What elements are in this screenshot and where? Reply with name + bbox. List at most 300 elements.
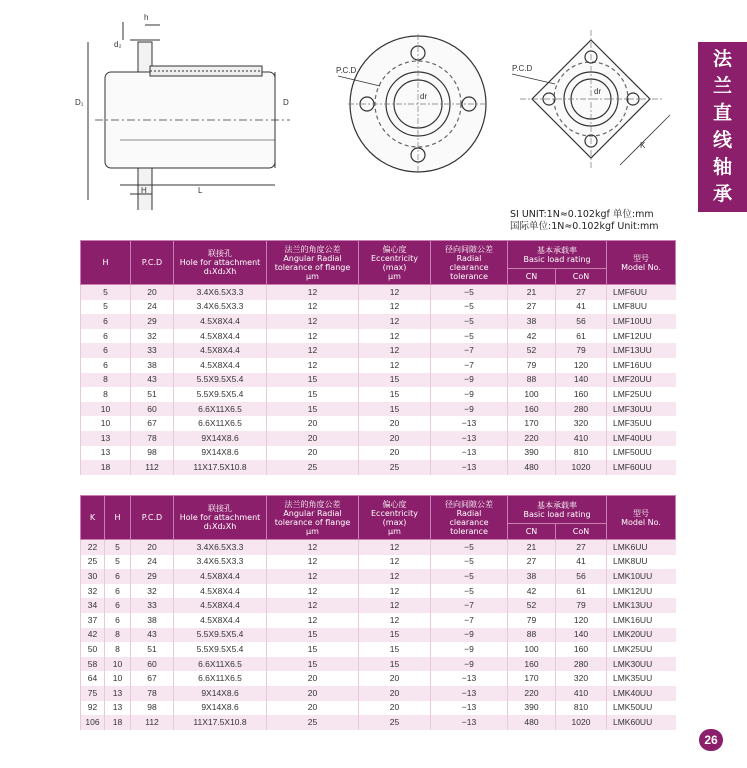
model-cell: LMK20UU — [607, 628, 676, 643]
model-cell: LMF40UU — [607, 431, 676, 446]
model-cell: LMK12UU — [607, 584, 676, 599]
table-cell: 12 — [267, 285, 359, 300]
table-row — [81, 671, 676, 686]
table-cell: 6 — [81, 358, 131, 373]
table-cell: 12 — [359, 285, 431, 300]
table-cell: 15 — [267, 657, 359, 672]
table-cell: 25 — [267, 460, 359, 475]
table-cell: 61 — [556, 329, 607, 344]
col-header-k: K — [81, 496, 105, 540]
table-row — [81, 387, 676, 402]
table-cell: 98 — [131, 701, 174, 716]
col-header-hole: 联接孔 Hole for attachment d₁Xd₂Xh — [174, 496, 267, 540]
table-cell: 75 — [81, 686, 105, 701]
table-row — [81, 715, 676, 730]
model-cell: LMF12UU — [607, 329, 676, 344]
table-cell: 12 — [359, 540, 431, 555]
table-cell: 6 — [105, 569, 131, 584]
table-cell: 9X14X8.6 — [174, 686, 267, 701]
table-cell: 15 — [359, 628, 431, 643]
table-cell: 8 — [105, 642, 131, 657]
table-row — [81, 431, 676, 446]
table-cell: 64 — [81, 671, 105, 686]
table-row — [81, 686, 676, 701]
table-cell: 12 — [267, 329, 359, 344]
table-row — [81, 446, 676, 461]
square-flange-drawing — [512, 30, 670, 168]
col-header-pcd: P.C.D — [131, 241, 174, 285]
table-cell: 29 — [131, 569, 174, 584]
table-row — [81, 343, 676, 358]
col-header-eccentricity: 偏心度 Eccentricity (max) μm — [359, 496, 431, 540]
table-cell: 20 — [359, 431, 431, 446]
table-cell: 78 — [131, 686, 174, 701]
side-view-drawing — [88, 22, 290, 210]
model-cell: LMF60UU — [607, 460, 676, 475]
table-cell: 9X14X8.6 — [174, 701, 267, 716]
table-cell: 27 — [556, 285, 607, 300]
table-cell: 11X17.5X10.8 — [174, 715, 267, 730]
table-cell: 12 — [359, 343, 431, 358]
model-cell: LMF10UU — [607, 314, 676, 329]
table-cell: −13 — [431, 671, 508, 686]
table-cell: 15 — [359, 402, 431, 417]
table-cell: 42 — [508, 329, 556, 344]
table-cell: 12 — [267, 300, 359, 315]
table-cell: −13 — [431, 416, 508, 431]
table-cell: 30 — [81, 569, 105, 584]
table-cell: 480 — [508, 715, 556, 730]
col-header-model: 型号 Model No. — [607, 496, 676, 540]
table-cell: 32 — [131, 329, 174, 344]
table-cell: 24 — [131, 555, 174, 570]
table-cell: −13 — [431, 701, 508, 716]
model-cell: LMK13UU — [607, 598, 676, 613]
table-cell: 20 — [267, 671, 359, 686]
table-cell: 67 — [131, 416, 174, 431]
table-cell: 220 — [508, 686, 556, 701]
table-cell: 6 — [105, 613, 131, 628]
table-cell: 5 — [105, 540, 131, 555]
table-cell: 6 — [81, 329, 131, 344]
col-header-cn: CN — [508, 269, 556, 285]
table-row — [81, 701, 676, 716]
table-cell: 220 — [508, 431, 556, 446]
table-cell: 42 — [81, 628, 105, 643]
table-cell: 27 — [508, 555, 556, 570]
side-tab-char: 线 — [712, 129, 732, 151]
table-cell: 6.6X11X6.5 — [174, 416, 267, 431]
table-cell: 280 — [556, 402, 607, 417]
side-tab-char: 轴 — [712, 156, 732, 178]
dr-label-round: dr — [420, 92, 428, 101]
table-cell: 9X14X8.6 — [174, 446, 267, 461]
table-cell: 20 — [131, 540, 174, 555]
table-cell: 3.4X6.5X3.3 — [174, 540, 267, 555]
lmk-table-body — [81, 540, 676, 730]
table-cell: 25 — [267, 715, 359, 730]
table-cell: 15 — [359, 657, 431, 672]
table-cell: 4.5X8X4.4 — [174, 569, 267, 584]
col-header-h: H — [105, 496, 131, 540]
model-cell: LMK30UU — [607, 657, 676, 672]
table-cell: 92 — [81, 701, 105, 716]
table-cell: 390 — [508, 446, 556, 461]
table-cell: 5.5X9.5X5.4 — [174, 642, 267, 657]
table-cell: 32 — [131, 584, 174, 599]
page-number: 26 — [699, 729, 723, 751]
col-header-hole: 联接孔 Hole for attachment d₁Xd₂Xh — [174, 241, 267, 285]
table-cell: 13 — [81, 446, 131, 461]
table-cell: 15 — [267, 642, 359, 657]
table-cell: 4.5X8X4.4 — [174, 358, 267, 373]
table-cell: 15 — [359, 373, 431, 388]
table-cell: 4.5X8X4.4 — [174, 329, 267, 344]
table-cell: 6 — [81, 343, 131, 358]
side-tab-char: 直 — [712, 102, 732, 124]
model-cell: LMK25UU — [607, 642, 676, 657]
d-label: D — [283, 98, 289, 107]
table-row — [81, 416, 676, 431]
col-header-con: CoN — [556, 524, 607, 540]
table-cell: 6 — [105, 584, 131, 599]
model-cell: LMF50UU — [607, 446, 676, 461]
table-cell: 11X17.5X10.8 — [174, 460, 267, 475]
units-line-intl: 国际单位:1N≈0.102kgf Unit:mm — [510, 221, 659, 232]
table-cell: 106 — [81, 715, 105, 730]
table-cell: 78 — [131, 431, 174, 446]
table-cell: −13 — [431, 446, 508, 461]
table-cell: 38 — [508, 314, 556, 329]
table-cell: 43 — [131, 373, 174, 388]
table-cell: 15 — [267, 373, 359, 388]
table-cell: 12 — [359, 598, 431, 613]
table-cell: 88 — [508, 628, 556, 643]
table-cell: −9 — [431, 657, 508, 672]
table-row — [81, 555, 676, 570]
category-side-tab — [698, 42, 747, 212]
table-row — [81, 540, 676, 555]
d1-label: D₁ — [75, 98, 84, 107]
table-cell: −5 — [431, 329, 508, 344]
table-cell: 12 — [267, 598, 359, 613]
table-cell: 25 — [359, 460, 431, 475]
side-tab-char: 承 — [712, 183, 732, 205]
round-flange-drawing — [338, 34, 488, 174]
table-cell: 27 — [556, 540, 607, 555]
table-cell: 140 — [556, 373, 607, 388]
table-cell: 160 — [508, 402, 556, 417]
col-header-load: 基本承载率 Basic load rating — [508, 241, 607, 269]
lmf-table-body — [81, 285, 676, 475]
table-cell: 13 — [105, 701, 131, 716]
model-cell: LMF35UU — [607, 416, 676, 431]
model-cell: LMK60UU — [607, 715, 676, 730]
table-cell: 52 — [508, 598, 556, 613]
col-header-cn: CN — [508, 524, 556, 540]
table-cell: 100 — [508, 387, 556, 402]
model-cell: LMK8UU — [607, 555, 676, 570]
table-cell: 60 — [131, 402, 174, 417]
table-cell: 43 — [131, 628, 174, 643]
table-cell: 10 — [105, 657, 131, 672]
table-row — [81, 460, 676, 475]
table-cell: −7 — [431, 358, 508, 373]
table-cell: 20 — [359, 416, 431, 431]
side-tab-char: 法 — [712, 48, 732, 70]
table-cell: 410 — [556, 431, 607, 446]
table-cell: 20 — [131, 285, 174, 300]
table-cell: 51 — [131, 387, 174, 402]
table-cell: 4.5X8X4.4 — [174, 343, 267, 358]
table-cell: 27 — [508, 300, 556, 315]
table-cell: −9 — [431, 373, 508, 388]
col-header-radial: 径向间隙公差 Radial clearance tolerance — [431, 496, 508, 540]
lmk-spec-table — [80, 495, 676, 730]
col-header-pcd: P.C.D — [131, 496, 174, 540]
table-cell: −9 — [431, 628, 508, 643]
table-cell: 810 — [556, 701, 607, 716]
table-cell: 6.6X11X6.5 — [174, 671, 267, 686]
table-row — [81, 613, 676, 628]
table-cell: −5 — [431, 314, 508, 329]
table-cell: 15 — [267, 402, 359, 417]
table-cell: 112 — [131, 460, 174, 475]
table-cell: 51 — [131, 642, 174, 657]
table-cell: 4.5X8X4.4 — [174, 584, 267, 599]
dr-label-square: dr — [594, 87, 602, 96]
model-cell: LMF13UU — [607, 343, 676, 358]
table-cell: 29 — [131, 314, 174, 329]
table-cell: 12 — [359, 300, 431, 315]
table-cell: 12 — [267, 343, 359, 358]
table-cell: 12 — [359, 555, 431, 570]
table-cell: 50 — [81, 642, 105, 657]
l-label: L — [198, 186, 203, 195]
table-cell: 12 — [267, 569, 359, 584]
table-cell: 170 — [508, 416, 556, 431]
table-cell: 6 — [81, 314, 131, 329]
units-note — [510, 209, 658, 233]
technical-drawings — [0, 0, 700, 210]
table-cell: 160 — [556, 387, 607, 402]
table-cell: 160 — [556, 642, 607, 657]
table-cell: −9 — [431, 642, 508, 657]
table-cell: 20 — [359, 686, 431, 701]
table-row — [81, 628, 676, 643]
table-cell: 24 — [131, 300, 174, 315]
table-cell: −13 — [431, 715, 508, 730]
table-cell: 5.5X9.5X5.4 — [174, 628, 267, 643]
table-cell: 41 — [556, 555, 607, 570]
table-row — [81, 584, 676, 599]
k-label: K — [640, 141, 646, 150]
table-cell: −9 — [431, 387, 508, 402]
model-cell: LMK6UU — [607, 540, 676, 555]
table-cell: 5.5X9.5X5.4 — [174, 373, 267, 388]
side-tab-char: 兰 — [712, 75, 732, 97]
table-cell: 100 — [508, 642, 556, 657]
table-cell: 22 — [81, 540, 105, 555]
table-cell: −13 — [431, 431, 508, 446]
table-cell: −7 — [431, 613, 508, 628]
model-cell: LMF20UU — [607, 373, 676, 388]
table-cell: −5 — [431, 540, 508, 555]
table-cell: 12 — [359, 314, 431, 329]
table-row — [81, 373, 676, 388]
model-cell: LMF30UU — [607, 402, 676, 417]
table-cell: 21 — [508, 285, 556, 300]
table-row — [81, 642, 676, 657]
lmf-spec-table — [80, 240, 676, 475]
table-cell: 3.4X6.5X3.3 — [174, 555, 267, 570]
table-cell: −9 — [431, 402, 508, 417]
table-cell: 67 — [131, 671, 174, 686]
table-cell: −5 — [431, 285, 508, 300]
table-cell: 41 — [556, 300, 607, 315]
col-header-eccentricity: 偏心度 Eccentricity (max) μm — [359, 241, 431, 285]
table-cell: 320 — [556, 671, 607, 686]
table-cell: 480 — [508, 460, 556, 475]
col-header-load: 基本承载率 Basic load rating — [508, 496, 607, 524]
table-cell: 4.5X8X4.4 — [174, 314, 267, 329]
table-cell: 52 — [508, 343, 556, 358]
table-cell: 170 — [508, 671, 556, 686]
table-cell: 79 — [508, 613, 556, 628]
model-cell: LMK35UU — [607, 671, 676, 686]
table-cell: 60 — [131, 657, 174, 672]
table-row — [81, 300, 676, 315]
table-cell: 15 — [267, 387, 359, 402]
table-cell: 13 — [105, 686, 131, 701]
table-cell: 25 — [359, 715, 431, 730]
table-cell: 12 — [359, 329, 431, 344]
pcd-label-round: P.C.D — [336, 66, 357, 75]
table-cell: 4.5X8X4.4 — [174, 598, 267, 613]
table-cell: 15 — [359, 387, 431, 402]
table-cell: 112 — [131, 715, 174, 730]
table-cell: 12 — [359, 613, 431, 628]
table-cell: 5 — [105, 555, 131, 570]
table-cell: 88 — [508, 373, 556, 388]
table-cell: 8 — [105, 628, 131, 643]
table-cell: 160 — [508, 657, 556, 672]
table-cell: 37 — [81, 613, 105, 628]
table-cell: 1020 — [556, 715, 607, 730]
table-cell: 20 — [267, 686, 359, 701]
table-cell: 21 — [508, 540, 556, 555]
table-cell: 3.4X6.5X3.3 — [174, 285, 267, 300]
table-cell: 15 — [267, 628, 359, 643]
table-cell: 8 — [81, 373, 131, 388]
h-label: h — [144, 13, 149, 22]
table-cell: −5 — [431, 300, 508, 315]
table-cell: 140 — [556, 628, 607, 643]
col-header-model: 型号 Model No. — [607, 241, 676, 285]
table-cell: −5 — [431, 569, 508, 584]
table-cell: 20 — [359, 446, 431, 461]
table-cell: 280 — [556, 657, 607, 672]
table-cell: 98 — [131, 446, 174, 461]
h-dim-label: H — [141, 186, 147, 195]
table-cell: 4.5X8X4.4 — [174, 613, 267, 628]
table-cell: 15 — [359, 642, 431, 657]
table-cell: −7 — [431, 598, 508, 613]
table-cell: 10 — [81, 402, 131, 417]
table-cell: 79 — [556, 598, 607, 613]
pcd-label-square: P.C.D — [512, 64, 533, 73]
table-cell: 320 — [556, 416, 607, 431]
table-cell: 5.5X9.5X5.4 — [174, 387, 267, 402]
table-cell: 20 — [267, 431, 359, 446]
table-cell: 8 — [81, 387, 131, 402]
table-row — [81, 598, 676, 613]
table-cell: 18 — [105, 715, 131, 730]
table-cell: 12 — [267, 540, 359, 555]
table-cell: 20 — [359, 671, 431, 686]
table-cell: −13 — [431, 686, 508, 701]
table-cell: 12 — [267, 613, 359, 628]
table-row — [81, 314, 676, 329]
table-cell: 79 — [556, 343, 607, 358]
table-cell: 33 — [131, 343, 174, 358]
col-header-radial: 径向间隙公差 Radial clearance tolerance — [431, 241, 508, 285]
table-cell: 38 — [131, 613, 174, 628]
table-cell: 12 — [267, 358, 359, 373]
model-cell: LMF8UU — [607, 300, 676, 315]
model-cell: LMF6UU — [607, 285, 676, 300]
model-cell: LMK40UU — [607, 686, 676, 701]
table-cell: 120 — [556, 358, 607, 373]
table-cell: 20 — [267, 701, 359, 716]
table-cell: 12 — [359, 358, 431, 373]
table-cell: 25 — [81, 555, 105, 570]
table-cell: 32 — [81, 584, 105, 599]
table-cell: 10 — [81, 416, 131, 431]
table-cell: 61 — [556, 584, 607, 599]
table-cell: −13 — [431, 460, 508, 475]
table-row — [81, 402, 676, 417]
table-cell: 6.6X11X6.5 — [174, 657, 267, 672]
table-cell: 34 — [81, 598, 105, 613]
table-row — [81, 285, 676, 300]
table-cell: 120 — [556, 613, 607, 628]
table-cell: 12 — [267, 555, 359, 570]
table-cell: 5 — [81, 285, 131, 300]
table-cell: 20 — [359, 701, 431, 716]
col-header-h: H — [81, 241, 131, 285]
table-cell: 410 — [556, 686, 607, 701]
col-header-con: CoN — [556, 269, 607, 285]
table-cell: 13 — [81, 431, 131, 446]
table-cell: 33 — [131, 598, 174, 613]
table-cell: 18 — [81, 460, 131, 475]
model-cell: LMF16UU — [607, 358, 676, 373]
table-cell: 38 — [508, 569, 556, 584]
table-cell: 12 — [359, 584, 431, 599]
model-cell: LMK16UU — [607, 613, 676, 628]
table-cell: 810 — [556, 446, 607, 461]
table-cell: 56 — [556, 569, 607, 584]
table-cell: 3.4X6.5X3.3 — [174, 300, 267, 315]
table-cell: 12 — [267, 314, 359, 329]
table-cell: 9X14X8.6 — [174, 431, 267, 446]
table-cell: 79 — [508, 358, 556, 373]
table-cell: 12 — [267, 584, 359, 599]
table-cell: 6 — [105, 598, 131, 613]
table-row — [81, 329, 676, 344]
table-cell: −7 — [431, 343, 508, 358]
